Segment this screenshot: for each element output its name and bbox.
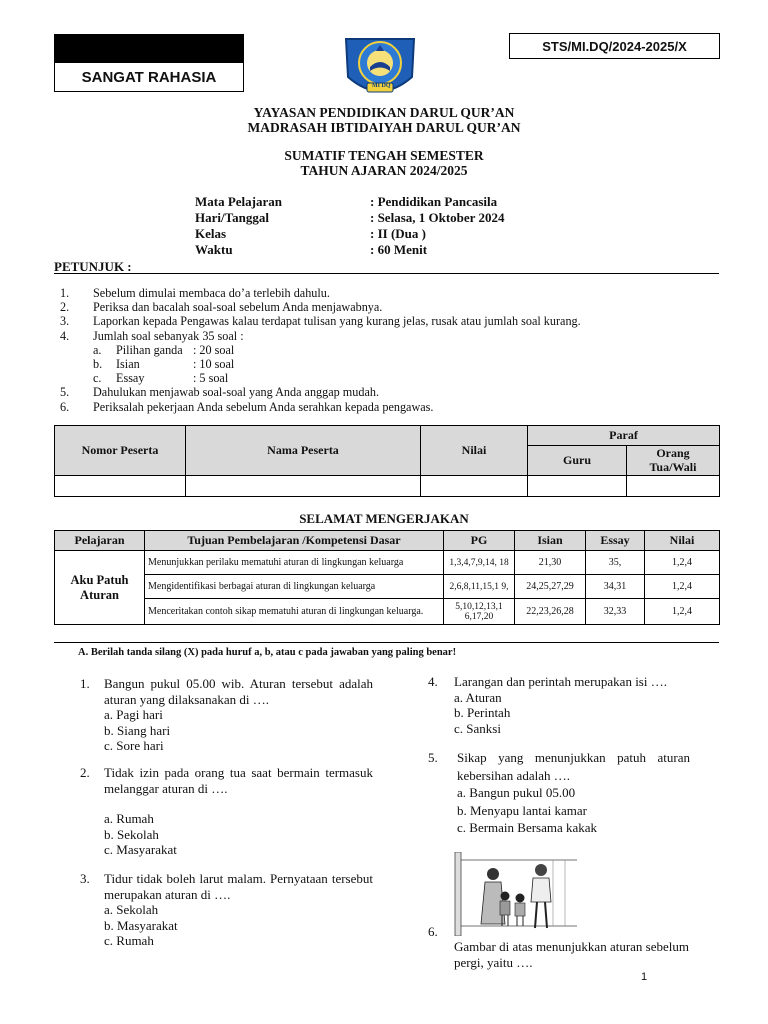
option[interactable]: c. Bermain Bersama kakak	[457, 820, 598, 835]
petunjuk-item: 5. Dahulukan menjawab soal-soal yang Anda anggap mudah.	[60, 385, 379, 400]
option[interactable]: b. Perintah	[454, 705, 511, 720]
option[interactable]: c. Sore hari	[104, 738, 164, 753]
question-3: 3. Tidur tidak boleh larut malam. Pernyataan tersebut merupakan aturan di …. a. Sekolah b. Masyarakat c. Rumah	[80, 871, 373, 948]
question-6-text: Gambar di atas menunjukkan aturan sebelum pergi, yaitu ….	[454, 939, 690, 970]
yayasan-title: YAYASAN PENDIDIKAN DARUL QUR’AN	[253, 105, 515, 120]
info-value-date: : Selasa, 1 Oktober 2024	[370, 210, 505, 225]
option[interactable]: b. Menyapu lantai kamar	[457, 802, 587, 818]
petunjuk-item: 3. Laporkan kepada Pengawas kalau terdapat tulisan yang kurang jelas, rusak atau jumlah soal kurang.	[60, 314, 581, 329]
secret-label: SANGAT RAHASIA	[54, 62, 244, 92]
option[interactable]: a. Aturan	[454, 689, 502, 705]
question-1: 1. Bangun pukul 05.00 wib. Aturan tersebut adalah aturan yang dilaksanakan di …. a. Pagi hari b. Siang hari c. Sore hari	[80, 676, 373, 753]
petunjuk-subitem: a. Pilihan ganda : 20 soal	[93, 342, 235, 357]
participant-table	[54, 425, 720, 497]
kisi-pg: 2,6,8,11,15,1 9,	[444, 575, 515, 599]
kisi-pg: 1,3,4,7,9,14, 18	[444, 551, 515, 575]
kisi-subject: Aku Patuh Aturan	[55, 551, 145, 625]
info-label-date: Hari/Tanggal	[195, 210, 269, 225]
option[interactable]: a. Bangun pukul 05.00	[457, 785, 576, 800]
info-value-time: : 60 Menit	[370, 242, 428, 257]
col-nilai: Nilai	[421, 426, 528, 476]
option[interactable]: a. Pagi hari	[104, 707, 163, 722]
option[interactable]: b. Masyarakat	[104, 917, 178, 933]
petunjuk-subitem: c. Essay : 5 soal	[93, 371, 229, 386]
cell-nomor-peserta[interactable]	[55, 476, 186, 497]
section-rule	[54, 642, 719, 643]
kisi-header: Pelajaran	[55, 531, 145, 551]
col-guru: Guru	[528, 446, 627, 476]
kisi-header: PG	[444, 531, 515, 551]
col-paraf: Paraf	[528, 426, 720, 446]
kisi-tujuan: Menunjukkan perilaku mematuhi aturan di lingkungan keluarga	[145, 551, 444, 575]
family-illustration	[453, 852, 577, 936]
question-5: 5. Sikap yang menunjukkan patuh aturan kebersihan adalah …. a. Bangun pukul 05.00 b. Menyapu lantai kamar c. Bermain Bersama kakak	[428, 750, 690, 835]
question-2: 2. Tidak izin pada orang tua saat bermain termasuk melanggar aturan di …. a. Rumah b. Sekolah c. Masyarakat	[80, 765, 373, 857]
exam-title: SUMATIF TENGAH SEMESTER	[284, 148, 484, 163]
document-code: STS/MI.DQ/2024-2025/X	[509, 33, 720, 59]
option[interactable]: a. Sekolah	[104, 902, 159, 917]
petunjuk-list	[60, 286, 581, 414]
petunjuk-item: 6. Periksalah pekerjaan Anda sebelum Anda serahkan kepada pengawas.	[60, 399, 434, 414]
kisi-tujuan: Menceritakan contoh sikap mematuhi aturan di lingkungan keluarga.	[145, 599, 444, 625]
petunjuk-title: PETUNJUK :	[54, 259, 132, 274]
kisi-isian: 24,25,27,29	[515, 575, 586, 599]
section-a-instruction: A. Berilah tanda silang (X) pada huruf a, b, atau c pada jawaban yang paling benar!	[78, 647, 457, 658]
option[interactable]: a. Rumah	[104, 811, 154, 826]
option[interactable]: b. Sekolah	[104, 826, 159, 842]
option[interactable]: c. Sanksi	[454, 720, 501, 736]
petunjuk-subitem: b. Isian : 10 soal	[93, 357, 235, 372]
col-nama-peserta: Nama Peserta	[186, 426, 421, 476]
question-text: Larangan dan perintah merupakan isi ….	[454, 674, 667, 689]
cell-paraf-ortu[interactable]	[627, 476, 720, 497]
option[interactable]: b. Siang hari	[104, 722, 171, 738]
question-text: Tidur tidak boleh larut malam. Pernyataan tersebut merupakan aturan di ….	[104, 871, 373, 902]
school-logo-text: MI DQ	[372, 83, 391, 89]
kisi-header: Tujuan Pembelajaran /Kompetensi Dasar	[145, 531, 444, 551]
info-label-time: Waktu	[195, 242, 233, 257]
kisi-header: Nilai	[645, 531, 720, 551]
question-text: Bangun pukul 05.00 wib. Aturan tersebut adalah aturan yang dilaksanakan di ….	[104, 676, 373, 707]
petunjuk-item: 1. Sebelum dimulai membaca do’a terlebih dahulu.	[60, 286, 330, 300]
cell-nilai[interactable]	[421, 476, 528, 497]
option[interactable]: c. Rumah	[104, 933, 154, 948]
info-value-class: : II (Dua )	[370, 226, 426, 241]
kisi-essay: 34,31	[586, 575, 645, 599]
kisi-isian: 21,30	[515, 551, 586, 575]
kisi-isian: 22,23,26,28	[515, 599, 586, 625]
petunjuk-item: 2. Periksa dan bacalah soal-soal sebelum Anda menjawabnya.	[60, 300, 383, 315]
info-label-class: Kelas	[195, 226, 227, 241]
greeting: SELAMAT MENGERJAKAN	[299, 511, 469, 526]
petunjuk-item: 4. Jumlah soal sebanyak 35 soal : a. Pilihan ganda : 20 soal b. Isian : 10 soal c. Essay : 5 soal	[60, 329, 581, 386]
school-logo	[340, 33, 420, 103]
question-4: 4. Larangan dan perintah merupakan isi …. a. Aturan b. Perintah c. Sanksi	[428, 674, 690, 736]
kisi-pg: 5,10,12,13,1 6,17,20	[444, 599, 515, 625]
academic-year: TAHUN AJARAN 2024/2025	[300, 163, 468, 178]
kisi-tujuan: Mengidentifikasi berbagai aturan di lingkungan keluarga	[145, 575, 444, 599]
page-number: 1	[641, 971, 648, 983]
question-text: Tidak izin pada orang tua saat bermain termasuk melanggar aturan di ….	[104, 765, 373, 796]
kisi-header: Essay	[586, 531, 645, 551]
header-black-bar	[54, 34, 244, 62]
info-value-subject: : Pendidikan Pancasila	[370, 194, 498, 209]
cell-paraf-guru[interactable]	[528, 476, 627, 497]
kisi-header: Isian	[515, 531, 586, 551]
question-text: Sikap yang menunjukkan patuh aturan kebersihan adalah ….	[457, 750, 690, 783]
petunjuk-rule	[54, 273, 719, 274]
kisi-nilai: 1,2,4	[645, 575, 720, 599]
cell-nama-peserta[interactable]	[186, 476, 421, 497]
col-orang-tua: Orang Tua/Wali	[627, 446, 720, 476]
madrasah-title: MADRASAH IBTIDAIYAH DARUL QUR’AN	[247, 120, 521, 135]
option[interactable]: c. Masyarakat	[104, 842, 177, 857]
info-label-subject: Mata Pelajaran	[195, 194, 283, 209]
grid-table	[54, 530, 720, 625]
kisi-essay: 35,	[586, 551, 645, 575]
kisi-essay: 32,33	[586, 599, 645, 625]
kisi-nilai: 1,2,4	[645, 599, 720, 625]
col-nomor-peserta: Nomor Peserta	[55, 426, 186, 476]
kisi-nilai: 1,2,4	[645, 551, 720, 575]
